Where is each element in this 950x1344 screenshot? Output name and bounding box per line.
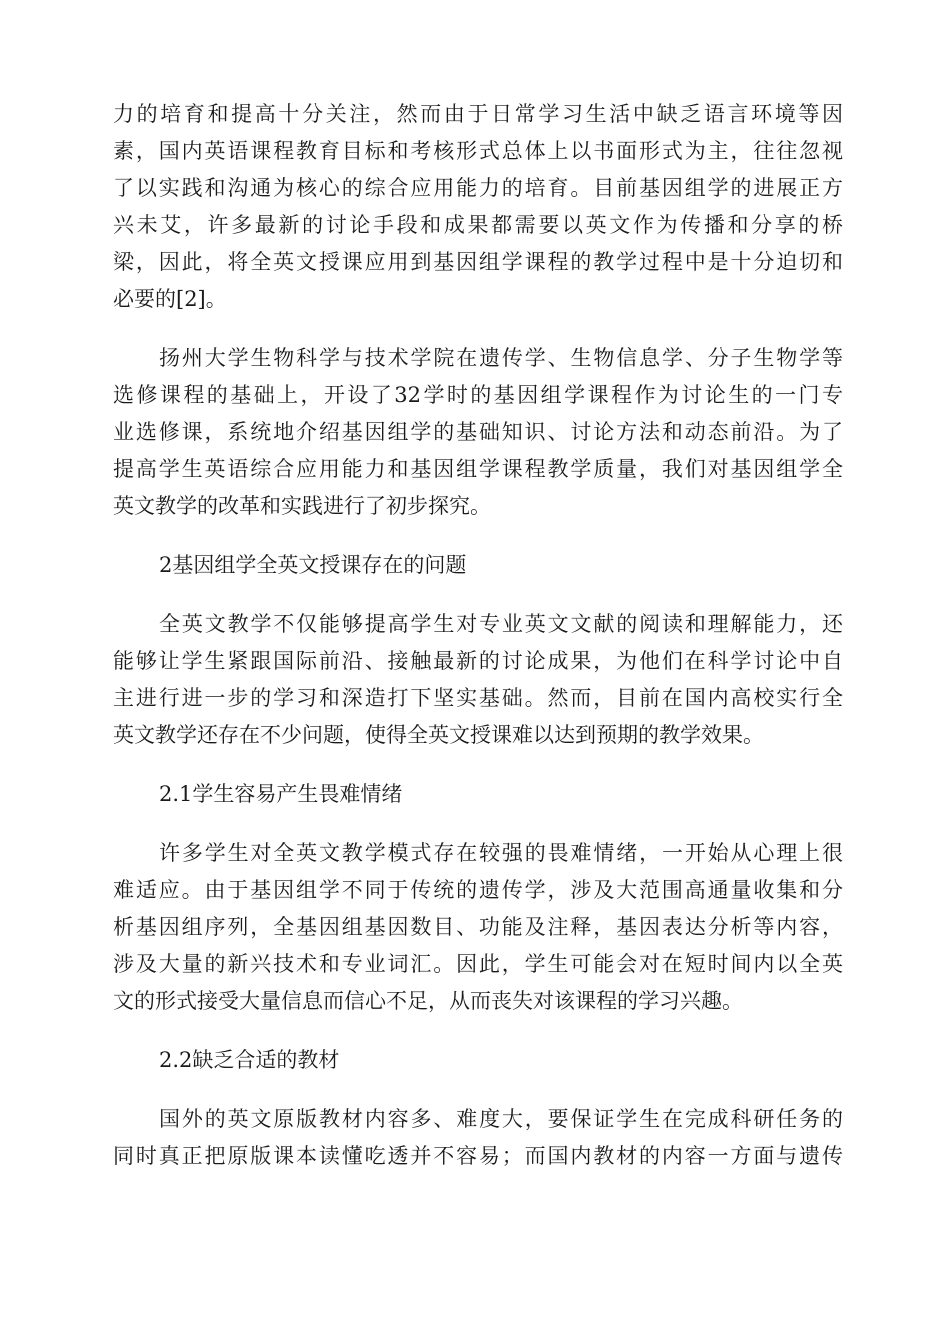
text-line: 能够让学生紧跟国际前沿、接触最新的讨论成果，为他们在科学讨论中自: [113, 649, 843, 673]
text-line: 必要的[2]。: [113, 287, 227, 311]
text-line: 素，国内英语课程教育目标和考核形式总体上以书面形式为主，往往忽视: [113, 139, 843, 163]
text-line: 涉及大量的新兴技术和专业词汇。因此，学生可能会对在短时间内以全英: [113, 952, 843, 976]
text-line: 许多学生对全英文教学模式存在较强的畏难情绪，一开始从心理上很: [159, 841, 843, 865]
text-line: 文的形式接受大量信息而信心不足，从而丧失对该课程的学习兴趣。: [113, 989, 743, 1013]
text-line: 主进行进一步的学习和深造打下坚实基础。然而，目前在国内高校实行全: [113, 686, 843, 710]
text-line: 扬州大学生物科学与技术学院在遗传学、生物信息学、分子生物学等: [159, 346, 843, 370]
subsection-heading: 2.1学生容易产生畏难情绪: [159, 782, 403, 806]
paragraph-1: [113, 96, 843, 318]
text-line: 英文教学还存在不少问题，使得全英文授课难以达到预期的教学效果。: [113, 723, 764, 747]
text-line: 业选修课，系统地介绍基因组学的基础知识、讨论方法和动态前沿。为了: [113, 420, 843, 444]
paragraph-3: [113, 606, 843, 754]
document-page: [113, 96, 843, 1175]
text-line: 了以实践和沟通为核心的综合应用能力的培育。目前基因组学的进展正方: [113, 176, 843, 200]
text-line: 力的培育和提高十分关注，然而由于日常学习生活中缺乏语言环境等因: [113, 102, 843, 126]
text-line: 全英文教学不仅能够提高学生对专业英文文献的阅读和理解能力，还: [159, 612, 843, 636]
section-heading: 2基因组学全英文授课存在的问题: [159, 553, 467, 577]
subsection-heading: 2.2缺乏合适的教材: [159, 1048, 340, 1072]
text-line: 提高学生英语综合应用能力和基因组学课程教学质量，我们对基因组学全: [113, 457, 843, 481]
paragraph-2: [113, 340, 843, 525]
text-line: 析基因组序列，全基因组基因数目、功能及注释，基因表达分析等内容，: [113, 915, 843, 939]
text-line: 选修课程的基础上，开设了32学时的基因组学课程作为讨论生的一门专: [113, 383, 843, 407]
text-line: 兴未艾，许多最新的讨论手段和成果都需要以英文作为传播和分享的桥: [113, 213, 843, 237]
text-line: 英文教学的改革和实践进行了初步探究。: [113, 494, 491, 518]
text-line: 同时真正把原版课本读懂吃透并不容易；而国内教材的内容一方面与遗传: [113, 1144, 843, 1168]
text-line: 难适应。由于基因组学不同于传统的遗传学，涉及大范围高通量收集和分: [113, 878, 843, 902]
text-line: 梁，因此，将全英文授课应用到基因组学课程的教学过程中是十分迫切和: [113, 250, 843, 274]
paragraph-4: [113, 835, 843, 1020]
text-line: 国外的英文原版教材内容多、难度大，要保证学生在完成科研任务的: [159, 1107, 843, 1131]
paragraph-5: [113, 1101, 843, 1175]
